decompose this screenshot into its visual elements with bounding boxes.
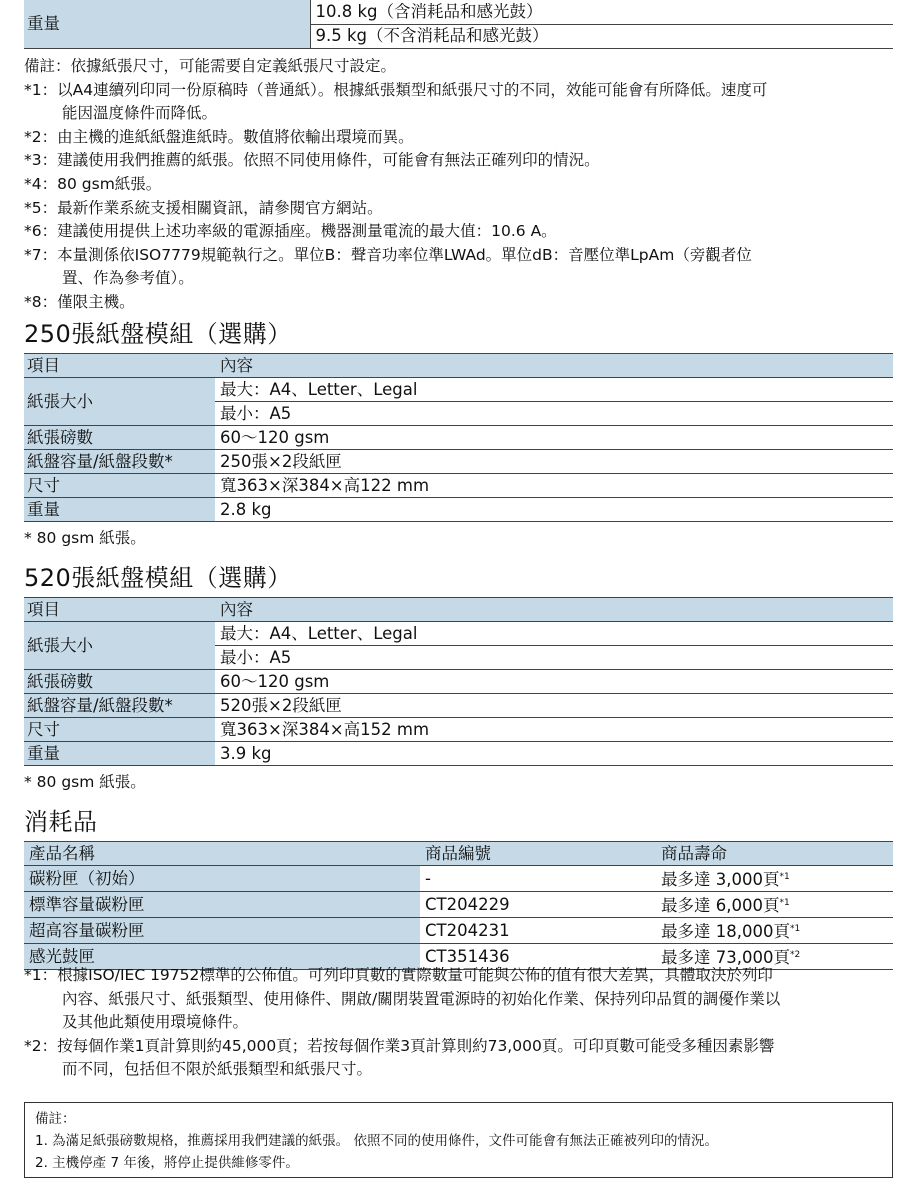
tray520-table — [24, 597, 893, 766]
cons-note-1-cont2: 及其他此類使用環境條件。 — [62, 1013, 249, 1032]
consumables-footnotes — [24, 964, 894, 1082]
tray520-title: 520張紙盤模組（選購） — [24, 564, 292, 592]
tray250-header-item: 項目 — [24, 354, 215, 378]
tray520-paper-size-max: 最大：A4、Letter、Legal — [215, 622, 893, 646]
table-row: 尺寸 寬363×深384×高152 mm — [24, 718, 893, 742]
table-row: 標準容量碳粉匣 CT204229 最多達 6,000頁$^{*1}$ — [24, 892, 893, 918]
note-7-cont: 置、作為參考值）。 — [62, 269, 194, 288]
cons-note-1: *1：根據ISO/IEC 19752標準的公佈值。可列印頁數的實際數量可能與公佈的值有很大差異，具體取決於列印 — [24, 966, 773, 984]
cons-note-2-cont: 而不同，包括但不限於紙張類型和紙張尺寸。 — [62, 1060, 373, 1079]
tray250-footnote: * 80 gsm 紙張。 — [24, 529, 146, 547]
table-row: 重量 3.9 kg — [24, 742, 893, 766]
tray520-header-content: 內容 — [215, 598, 893, 622]
weight-without-consumables: 9.5 kg（不含消耗品和感光鼓） — [310, 24, 893, 48]
note-4: *4：80 gsm紙張。 — [24, 174, 162, 193]
weight-label: 重量 — [24, 0, 310, 48]
consumables-header-life: 商品壽命 — [656, 842, 893, 866]
note-8: *8：僅限主機。 — [24, 292, 135, 311]
tray520-paper-size-label: 紙張大小 — [24, 622, 215, 670]
table-row: 尺寸 寬363×深384×高122 mm — [24, 474, 893, 498]
note-3: *3：建議使用我們推薦的紙張。依照不同使用條件，可能會有無法正確列印的情況。 — [24, 151, 600, 170]
remarks-title: 備註： — [35, 1111, 76, 1127]
table-row: 紙盤容量/紙盤段數* 250張×2段紙匣 — [24, 450, 893, 474]
table-row: 紙盤容量/紙盤段數* 520張×2段紙匣 — [24, 694, 893, 718]
tray250-paper-size-max: 最大：A4、Letter、Legal — [215, 378, 893, 402]
note-1-cont: 能因溫度條件而降低。 — [62, 104, 218, 123]
cons-note-1-cont: 內容、紙張尺寸、紙張類型、使用條件、開啟/關閉裝置電源時的初始化作業、保持列印品質的調優作業以 — [62, 989, 781, 1008]
consumables-title: 消耗品 — [24, 808, 98, 836]
consumables-table — [24, 841, 893, 970]
note-6: *6：建議使用提供上述功率級的電源插座。機器測量電流的最大值：10.6 A。 — [24, 222, 557, 241]
note-7: *7：本量測係依ISO7779規範執行之。單位B：聲音功率位準LWAd。單位dB：音壓位準LpAm（旁觀者位 — [24, 245, 752, 264]
tray250-table — [24, 353, 893, 522]
note-2: *2：由主機的進紙紙盤進紙時。數值將依輸出環境而異。 — [24, 127, 414, 146]
tray250-title: 250張紙盤模組（選購） — [24, 320, 292, 348]
table-row: 紙張磅數 60～120 gsm — [24, 670, 893, 694]
tray520-header-item: 項目 — [24, 598, 215, 622]
weight-table — [24, 0, 893, 49]
table-row: 重量 2.8 kg — [24, 498, 893, 522]
table-row: 碳粉匣（初始） - 最多達 3,000頁$^{*1}$ — [24, 866, 893, 892]
tray520-paper-size-min: 最小：A5 — [215, 646, 893, 670]
tray250-paper-size-label: 紙張大小 — [24, 378, 215, 426]
remark-2: 2. 主機停產 7 年後，將停止提供維修零件。 — [35, 1155, 299, 1171]
table-row: 感光鼓匣 CT351436 最多達 73,000頁$^{*2}$ — [24, 944, 893, 970]
consumables-header-code: 商品編號 — [420, 842, 656, 866]
spec-notes — [24, 55, 894, 315]
table-row: 紙張磅數 60～120 gsm — [24, 426, 893, 450]
tray520-footnote: * 80 gsm 紙張。 — [24, 773, 146, 791]
remarks-box — [24, 1102, 893, 1178]
note-5: *5：最新作業系統支援相關資訊，請參閱官方網站。 — [24, 198, 383, 217]
cons-note-2: *2：按每個作業1頁計算則約45,000頁；若按每個作業3頁計算則約73,000頁。可印頁數可能受多種因素影響 — [24, 1036, 775, 1055]
weight-with-consumables: 10.8 kg（含消耗品和感光鼓） — [310, 0, 893, 24]
consumables-header-name: 產品名稱 — [24, 842, 420, 866]
table-row: 超高容量碳粉匣 CT204231 最多達 18,000頁$^{*1}$ — [24, 918, 893, 944]
note-1: *1：以A4連續列印同一份原稿時（普通紙）。根據紙張類型和紙張尺寸的不同，效能可能會有所降低。速度可 — [24, 80, 768, 99]
notes-lead: 備註：依據紙張尺寸，可能需要自定義紙張尺寸設定。 — [24, 57, 397, 75]
remark-1: 1. 為滿足紙張磅數規格，推薦採用我們建議的紙張。 依照不同的使用條件，文件可能會有無法正確被列印的情況。 — [35, 1133, 718, 1149]
tray250-paper-size-min: 最小：A5 — [215, 402, 893, 426]
tray250-header-content: 內容 — [215, 354, 893, 378]
